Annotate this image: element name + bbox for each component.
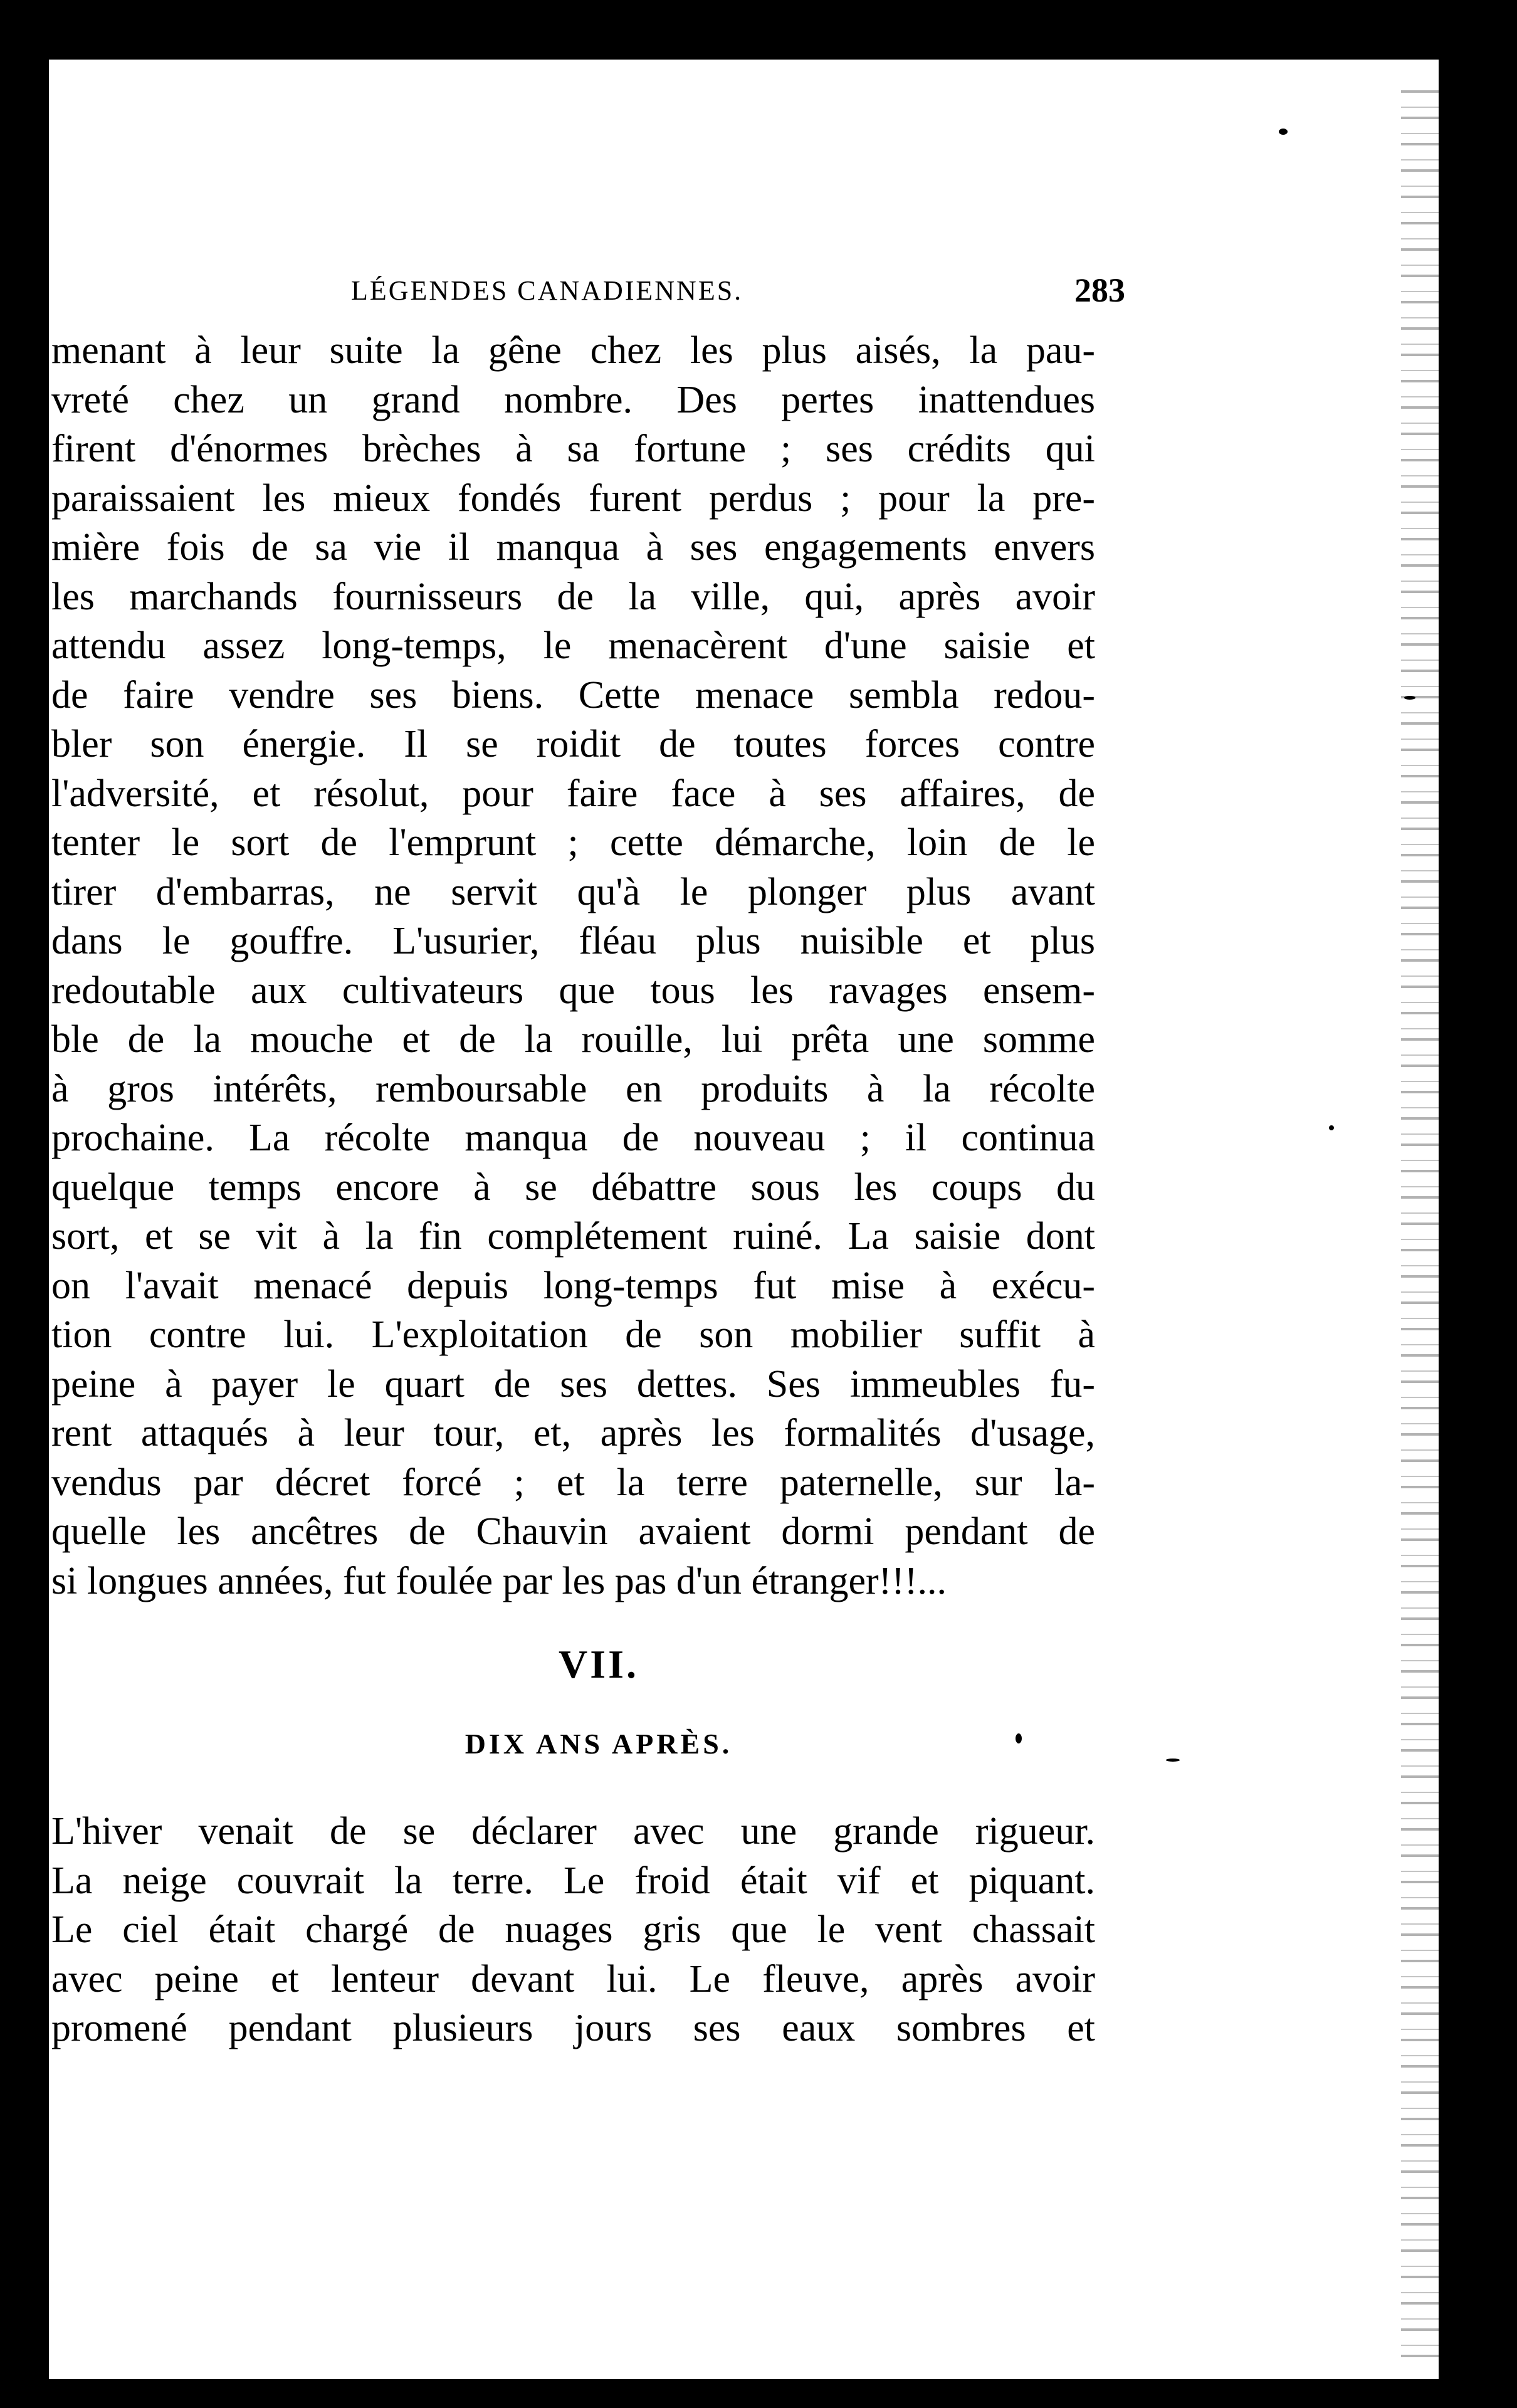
text-line: rent attaqués à leur tour, et, après les formalités d'usage, — [51, 1412, 1095, 1454]
text-line: promené pendant plusieurs jours ses eaux sombres et — [51, 2007, 1095, 2049]
scan-border-right — [1439, 0, 1517, 2408]
text-line: firent d'énormes brèches à sa fortune ; ses crédits qui — [51, 428, 1095, 470]
text-line: vreté chez un grand nombre. Des pertes inattendues — [51, 378, 1095, 421]
text-line: vendus par décret forcé ; et la terre paternelle, sur la- — [51, 1461, 1095, 1504]
text-line: La neige couvrait la terre. Le froid était vif et piquant. — [51, 1859, 1095, 1902]
body-paragraph-2 — [51, 1807, 1095, 2053]
text-line: avec peine et lenteur devant lui. Le fleuve, après avoir — [51, 1957, 1095, 2001]
text-line: à gros intérêts, remboursable en produits à la récolte — [51, 1067, 1095, 1110]
text-line: paraissaient les mieux fondés furent perdus ; pour la pre- — [51, 476, 1095, 520]
text-line: l'adversité, et résolut, pour faire face à ses affaires, de — [51, 772, 1095, 815]
text-line: redoutable aux cultivateurs que tous les ravages ensem- — [51, 969, 1095, 1012]
text-line: menant à leur suite la gêne chez les plus aisés, la pau- — [51, 329, 1095, 372]
text-line: on l'avait menacé depuis long-temps fut mise à exécu- — [51, 1264, 1095, 1307]
scan-speck — [1016, 1733, 1022, 1743]
body-paragraph-1 — [51, 326, 1095, 1606]
text-line: peine à payer le quart de ses dettes. Ses immeubles fu- — [51, 1362, 1095, 1406]
scan-speck — [1166, 1759, 1180, 1762]
text-line: si longues années, fut foulée par les pas d'un étranger!!!... — [51, 1559, 947, 1602]
chapter-number: VII. — [558, 1642, 639, 1686]
text-line: Le ciel était chargé de nuages gris que le vent chassait — [51, 1908, 1095, 1951]
scan-border-left — [0, 60, 49, 2379]
text-line: tirer d'embarras, ne servit qu'à le plonger plus avant — [51, 870, 1095, 913]
chapter-title: DIX ANS APRÈS. — [465, 1728, 733, 1760]
text-line: de faire vendre ses biens. Cette menace sembla redou- — [51, 673, 1095, 717]
text-line: quelle les ancêtres de Chauvin avaient dormi pendant de — [51, 1510, 1095, 1553]
scan-speck — [6, 589, 13, 596]
text-line: prochaine. La récolte manqua de nouveau ; il continua — [51, 1117, 1095, 1159]
text-line: bler son énergie. Il se roidit de toutes forces contre — [51, 723, 1095, 765]
text-line: dans le gouffre. L'usurier, fléau plus nuisible et plus — [51, 920, 1095, 962]
scan-speck — [1404, 696, 1415, 700]
text-line: attendu assez long-temps, le menacèrent d'une saisie et — [51, 624, 1095, 667]
text-line: quelque temps encore à se débattre sous les coups du — [51, 1165, 1095, 1209]
text-line: tenter le sort de l'emprunt ; cette démarche, loin de le — [51, 821, 1095, 864]
text-line: L'hiver venait de se déclarer avec une grande rigueur. — [51, 1810, 1095, 1853]
text-line: les marchands fournisseurs de la ville, qui, après avoir — [51, 575, 1095, 618]
running-title: LÉGENDES CANADIENNES. — [351, 275, 743, 306]
scan-speck — [1279, 129, 1288, 135]
text-line: tion contre lui. L'exploitation de son mobilier suffit à — [51, 1313, 1095, 1356]
text-line: ble de la mouche et de la rouille, lui prêta une somme — [51, 1018, 1095, 1061]
page-edge-fringe — [1401, 81, 1439, 2363]
text-line: mière fois de sa vie il manqua à ses engagements envers — [51, 526, 1095, 569]
text-line: sort, et se vit à la fin complétement ruiné. La saisie dont — [51, 1215, 1095, 1258]
page-header — [351, 271, 1125, 312]
scan-speck — [1329, 1125, 1334, 1130]
page-number: 283 — [1074, 271, 1125, 309]
